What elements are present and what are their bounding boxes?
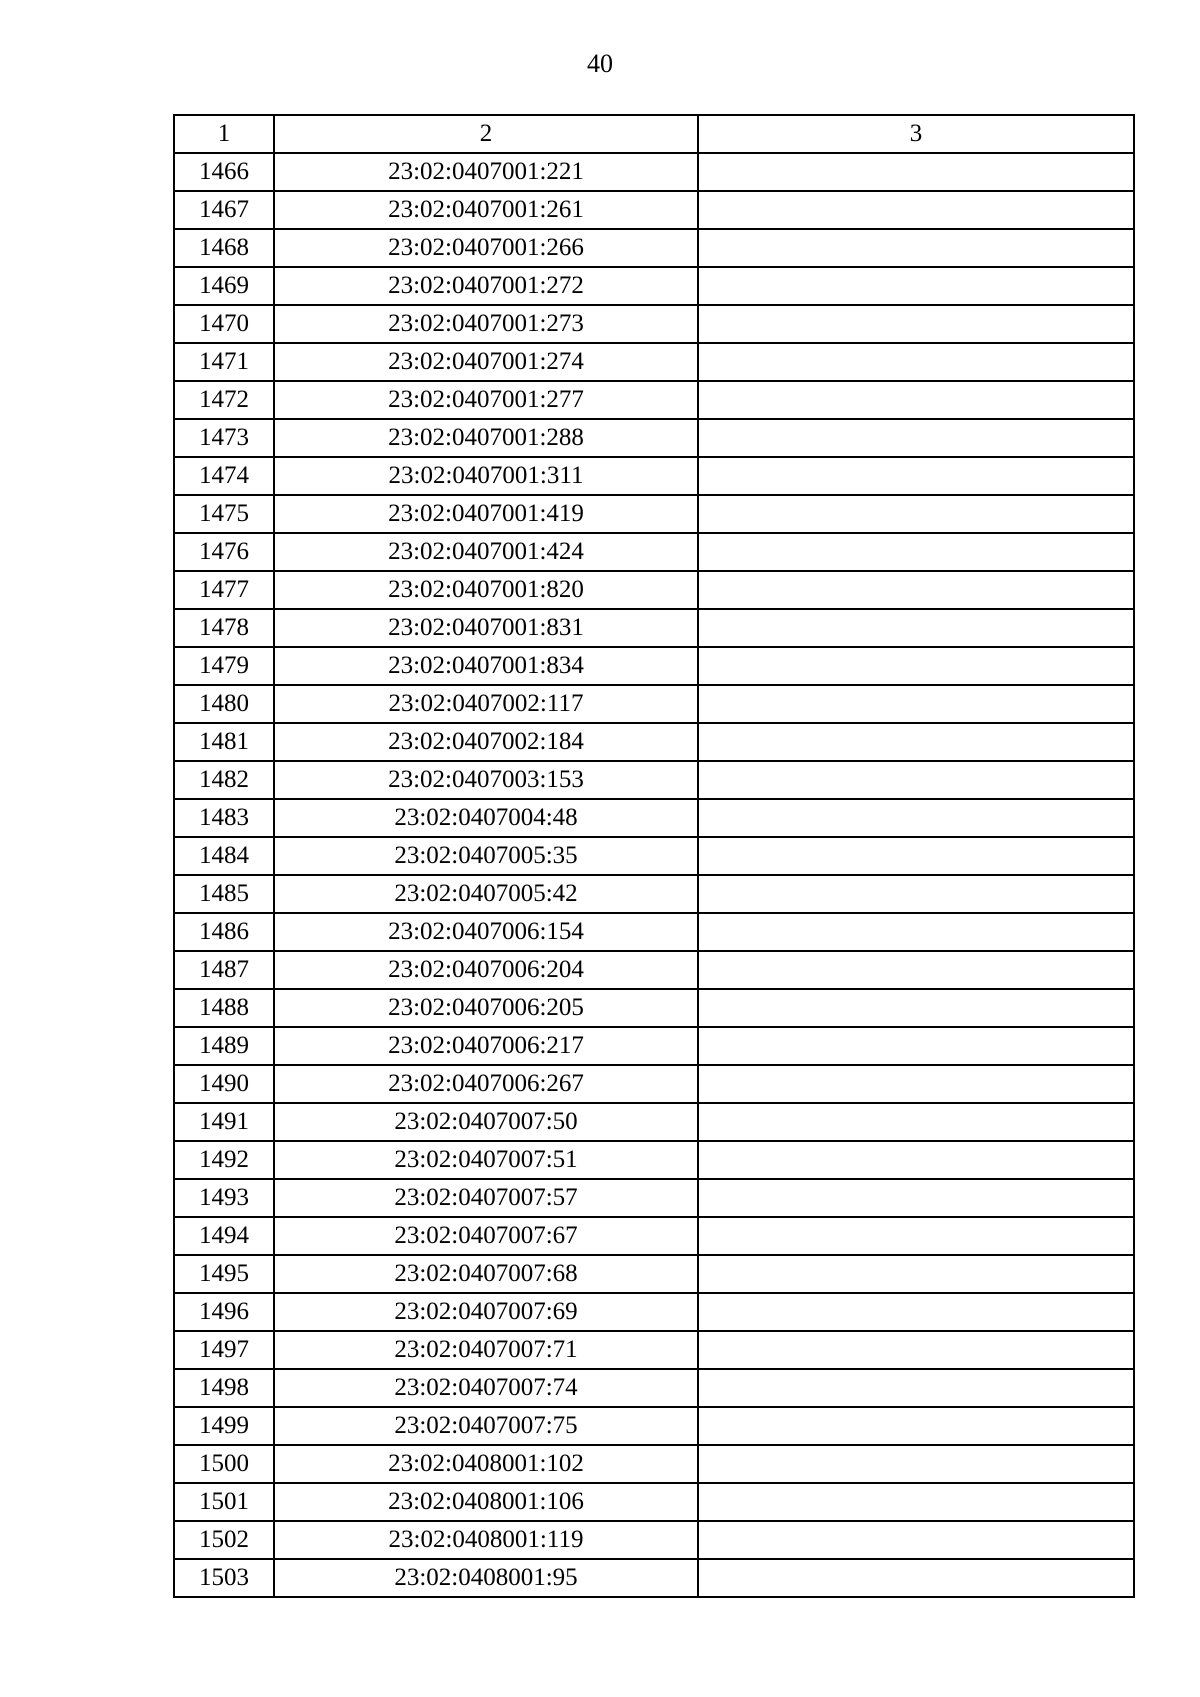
cadastral-number-cell: 23:02:0407003:153 [274,761,698,799]
notes-cell [698,951,1134,989]
cadastral-number-cell: 23:02:0408001:119 [274,1521,698,1559]
table-row [174,191,1134,229]
notes-cell [698,571,1134,609]
notes-cell [698,1179,1134,1217]
row-number-cell: 1479 [174,647,274,685]
row-number-cell: 1488 [174,989,274,1027]
cadastral-number-cell: 23:02:0407001:274 [274,343,698,381]
notes-cell [698,381,1134,419]
notes-cell [698,419,1134,457]
row-number-cell: 1493 [174,1179,274,1217]
notes-cell [698,267,1134,305]
table-row [174,1141,1134,1179]
cadastral-number-cell: 23:02:0407001:419 [274,495,698,533]
table-row [174,1217,1134,1255]
cadastral-number-cell: 23:02:0407006:205 [274,989,698,1027]
cadastral-number-cell: 23:02:0407007:68 [274,1255,698,1293]
cadastral-number-cell: 23:02:0407007:74 [274,1369,698,1407]
row-number-cell: 1476 [174,533,274,571]
table-row [174,1179,1134,1217]
row-number-cell: 1472 [174,381,274,419]
cadastral-number-cell: 23:02:0407002:184 [274,723,698,761]
cadastral-number-cell: 23:02:0407007:69 [274,1293,698,1331]
table-row [174,951,1134,989]
notes-cell [698,305,1134,343]
notes-cell [698,457,1134,495]
table-row [174,305,1134,343]
cadastral-number-cell: 23:02:0407001:311 [274,457,698,495]
cadastral-number-cell: 23:02:0407007:71 [274,1331,698,1369]
table-body [174,153,1134,1597]
table-row [174,1331,1134,1369]
table-row [174,229,1134,267]
notes-cell [698,761,1134,799]
cadastral-number-cell: 23:02:0407005:42 [274,875,698,913]
cadastral-number-cell: 23:02:0407007:50 [274,1103,698,1141]
table-row [174,1445,1134,1483]
notes-cell [698,799,1134,837]
cadastral-number-cell: 23:02:0407001:424 [274,533,698,571]
cadastral-number-cell: 23:02:0407007:57 [274,1179,698,1217]
row-number-cell: 1473 [174,419,274,457]
notes-cell [698,875,1134,913]
row-number-cell: 1466 [174,153,274,191]
row-number-cell: 1468 [174,229,274,267]
table-row [174,1369,1134,1407]
table-row [174,609,1134,647]
table-row [174,495,1134,533]
cadastral-number-cell: 23:02:0407006:267 [274,1065,698,1103]
notes-cell [698,913,1134,951]
row-number-cell: 1489 [174,1027,274,1065]
cadastral-number-cell: 23:02:0407002:117 [274,685,698,723]
cadastral-number-cell: 23:02:0407001:266 [274,229,698,267]
notes-cell [698,1483,1134,1521]
notes-cell [698,685,1134,723]
notes-cell [698,229,1134,267]
table-row [174,875,1134,913]
table-row [174,457,1134,495]
header-col-3: 3 [698,115,1134,153]
notes-cell [698,495,1134,533]
table-row [174,1255,1134,1293]
notes-cell [698,1103,1134,1141]
row-number-cell: 1499 [174,1407,274,1445]
row-number-cell: 1474 [174,457,274,495]
table-row [174,153,1134,191]
cadastral-number-cell: 23:02:0407001:272 [274,267,698,305]
cadastral-number-cell: 23:02:0407001:834 [274,647,698,685]
row-number-cell: 1498 [174,1369,274,1407]
table-row [174,1407,1134,1445]
row-number-cell: 1495 [174,1255,274,1293]
row-number-cell: 1484 [174,837,274,875]
notes-cell [698,609,1134,647]
notes-cell [698,1255,1134,1293]
row-number-cell: 1496 [174,1293,274,1331]
table-row [174,723,1134,761]
notes-cell [698,1559,1134,1597]
row-number-cell: 1478 [174,609,274,647]
notes-cell [698,191,1134,229]
notes-cell [698,1293,1134,1331]
notes-cell [698,1407,1134,1445]
notes-cell [698,533,1134,571]
table-row [174,647,1134,685]
cadastral-number-cell: 23:02:0407004:48 [274,799,698,837]
row-number-cell: 1471 [174,343,274,381]
row-number-cell: 1503 [174,1559,274,1597]
notes-cell [698,989,1134,1027]
row-number-cell: 1477 [174,571,274,609]
notes-cell [698,1521,1134,1559]
cadastral-number-cell: 23:02:0407001:820 [274,571,698,609]
cadastral-number-cell: 23:02:0407001:831 [274,609,698,647]
table-row [174,267,1134,305]
cadastral-number-cell: 23:02:0408001:102 [274,1445,698,1483]
notes-cell [698,1217,1134,1255]
table-row [174,1103,1134,1141]
row-number-cell: 1482 [174,761,274,799]
row-number-cell: 1467 [174,191,274,229]
header-col-1: 1 [174,115,274,153]
row-number-cell: 1500 [174,1445,274,1483]
table-row [174,1483,1134,1521]
table-row [174,1293,1134,1331]
cadastral-number-cell: 23:02:0407007:67 [274,1217,698,1255]
row-number-cell: 1486 [174,913,274,951]
row-number-cell: 1480 [174,685,274,723]
row-number-cell: 1487 [174,951,274,989]
row-number-cell: 1470 [174,305,274,343]
notes-cell [698,1141,1134,1179]
row-number-cell: 1491 [174,1103,274,1141]
notes-cell [698,723,1134,761]
row-number-cell: 1490 [174,1065,274,1103]
table-row [174,419,1134,457]
notes-cell [698,1445,1134,1483]
table-row [174,837,1134,875]
table-row [174,381,1134,419]
table-row [174,761,1134,799]
table-row [174,1027,1134,1065]
header-col-2: 2 [274,115,698,153]
row-number-cell: 1501 [174,1483,274,1521]
notes-cell [698,647,1134,685]
notes-cell [698,153,1134,191]
row-number-cell: 1492 [174,1141,274,1179]
notes-cell [698,343,1134,381]
cadastral-number-cell: 23:02:0407006:217 [274,1027,698,1065]
table-row [174,685,1134,723]
table-row [174,1559,1134,1597]
row-number-cell: 1475 [174,495,274,533]
cadastral-number-cell: 23:02:0408001:106 [274,1483,698,1521]
table-row [174,571,1134,609]
cadastral-table [173,114,1135,1598]
cadastral-number-cell: 23:02:0407007:75 [274,1407,698,1445]
cadastral-number-cell: 23:02:0407001:261 [274,191,698,229]
cadastral-number-cell: 23:02:0407001:277 [274,381,698,419]
table-row [174,343,1134,381]
table-row [174,533,1134,571]
notes-cell [698,1331,1134,1369]
header-row [174,115,1134,153]
table-row [174,1521,1134,1559]
notes-cell [698,837,1134,875]
cadastral-number-cell: 23:02:0407006:204 [274,951,698,989]
row-number-cell: 1497 [174,1331,274,1369]
cadastral-number-cell: 23:02:0407001:221 [274,153,698,191]
table-row [174,1065,1134,1103]
row-number-cell: 1485 [174,875,274,913]
table-row [174,799,1134,837]
row-number-cell: 1469 [174,267,274,305]
cadastral-number-cell: 23:02:0408001:95 [274,1559,698,1597]
cadastral-number-cell: 23:02:0407001:288 [274,419,698,457]
notes-cell [698,1369,1134,1407]
table-row [174,989,1134,1027]
cadastral-number-cell: 23:02:0407006:154 [274,913,698,951]
cadastral-number-cell: 23:02:0407007:51 [274,1141,698,1179]
table-header [174,115,1134,153]
notes-cell [698,1065,1134,1103]
table-row [174,913,1134,951]
cadastral-number-cell: 23:02:0407005:35 [274,837,698,875]
row-number-cell: 1494 [174,1217,274,1255]
page-number: 40 [587,49,613,78]
notes-cell [698,1027,1134,1065]
row-number-cell: 1481 [174,723,274,761]
row-number-cell: 1483 [174,799,274,837]
row-number-cell: 1502 [174,1521,274,1559]
cadastral-number-cell: 23:02:0407001:273 [274,305,698,343]
